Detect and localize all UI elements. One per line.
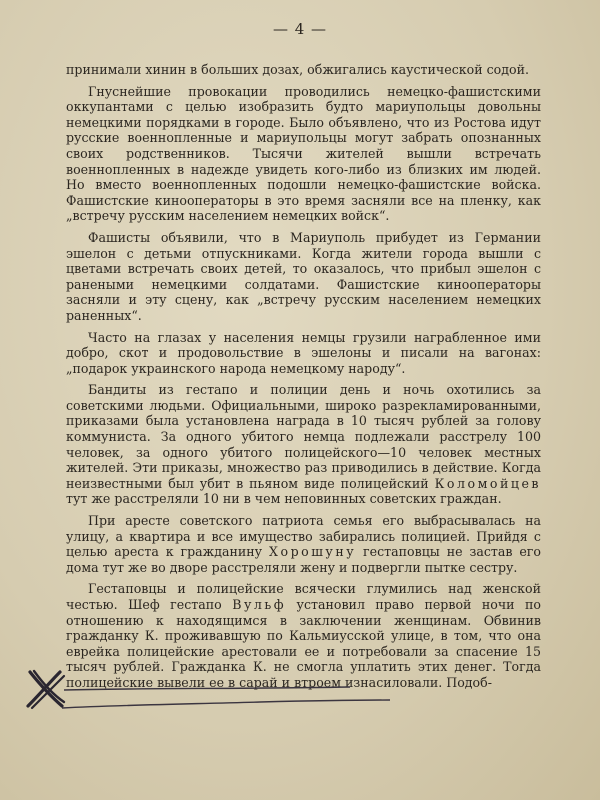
paragraph-1: принимали хинин в больших дозах, обжигались каустической содой. — [66, 62, 529, 77]
paragraph-6-text: При аресте советского патриота семья его выбрасывалась на улицу, а квартира и все имущество забирались полицией. Прийдя с целью ареста к гражданину — [66, 513, 541, 560]
paragraph-3: Фашисты объявили, что в Мариуполь прибудет из Германии эшелон с детьми отпускниками. Когда жители города вышли с цветами встречать своих детей, то оказалось, что прибыл эшелон с ранеными немецкими солдатами. Фашистские кинооператоры засняли и эту сцену, как „встречу русским населением немецких раненных“. — [66, 229, 541, 323]
paragraph-5 — [66, 382, 541, 507]
paragraph-7-text: Гестаповцы и полицейские всячески глумились над женской честью. Шеф гестапо — [66, 581, 541, 612]
person-name-kolomoytsev: Коломойцев — [434, 475, 541, 491]
paragraph-4: Часто на глазах у населения немцы грузили награбленное ими добро, скот и продовольствие в эшелоны и писали на вагонах: „подарок украинского народа немецкому народу“. — [66, 329, 541, 376]
paragraph-2: Гнуснейшие провокации проводились немецко-фашистскими оккупантами с целью изобразить будто мариупольцы довольны немецкими порядками в городе. Было объявлено, что из Ростова идут русские военнопленные и мариупольцы могут забрать опознанных своих родственников. Тысячи жителей вышли встречать военнопленных в надежде увидеть кого-либо из близких им людей. Но вместо военнопленных подошли немецко-фашистские войска. Фашистские кинооператоры в это время засняли все на пленку, как „встречу русским населением немецких войск“. — [66, 83, 541, 224]
paragraph-7 — [66, 581, 541, 690]
document-body — [66, 62, 541, 697]
person-name-khoroshun: Хорошуну — [269, 544, 357, 560]
person-name-vulf: Вульф — [232, 597, 287, 612]
page-number: — 4 — — [272, 20, 328, 38]
paragraph-5-text: Бандиты из гестапо и полиции день и ночь охотились за советскими людьми. Официальными, широко разрекламированными, приказами была установлена награда в 10 тысяч рублей за голову коммуниста. За одного убитого немца подлежали расстрелу 100 человек, за одного убитого полицейского—10 человек местных жителей. Эти приказы, множество раз приводились в действие. Когда неизвестными был убит в пьяном виде полицейский — [66, 382, 541, 491]
paragraph-7-text-after: установил право первой ночи по отношению к находящимся в заключении женщинам. Обвинив гражданку К. проживавшую по Кальмиусской улице, в том, что она еврейка полицейские арестовали ее и потребовали за спасение 15 тысяч рублей. Гражданка К. не смогла уплатить этих денег. Тогда полицейские вывели ее в сарай и втроем изнасиловали. Подоб- — [66, 597, 541, 690]
paragraph-6 — [66, 513, 541, 575]
handwritten-underline-mark — [60, 678, 420, 712]
paragraph-5-text-after: тут же расстреляли 10 ни в чем неповинных советских граждан. — [66, 491, 502, 507]
paragraph-6-text-after: гестаповцы не застав его дома тут же во дворе расстреляли жену и подвергли пытке сестру. — [66, 544, 541, 575]
